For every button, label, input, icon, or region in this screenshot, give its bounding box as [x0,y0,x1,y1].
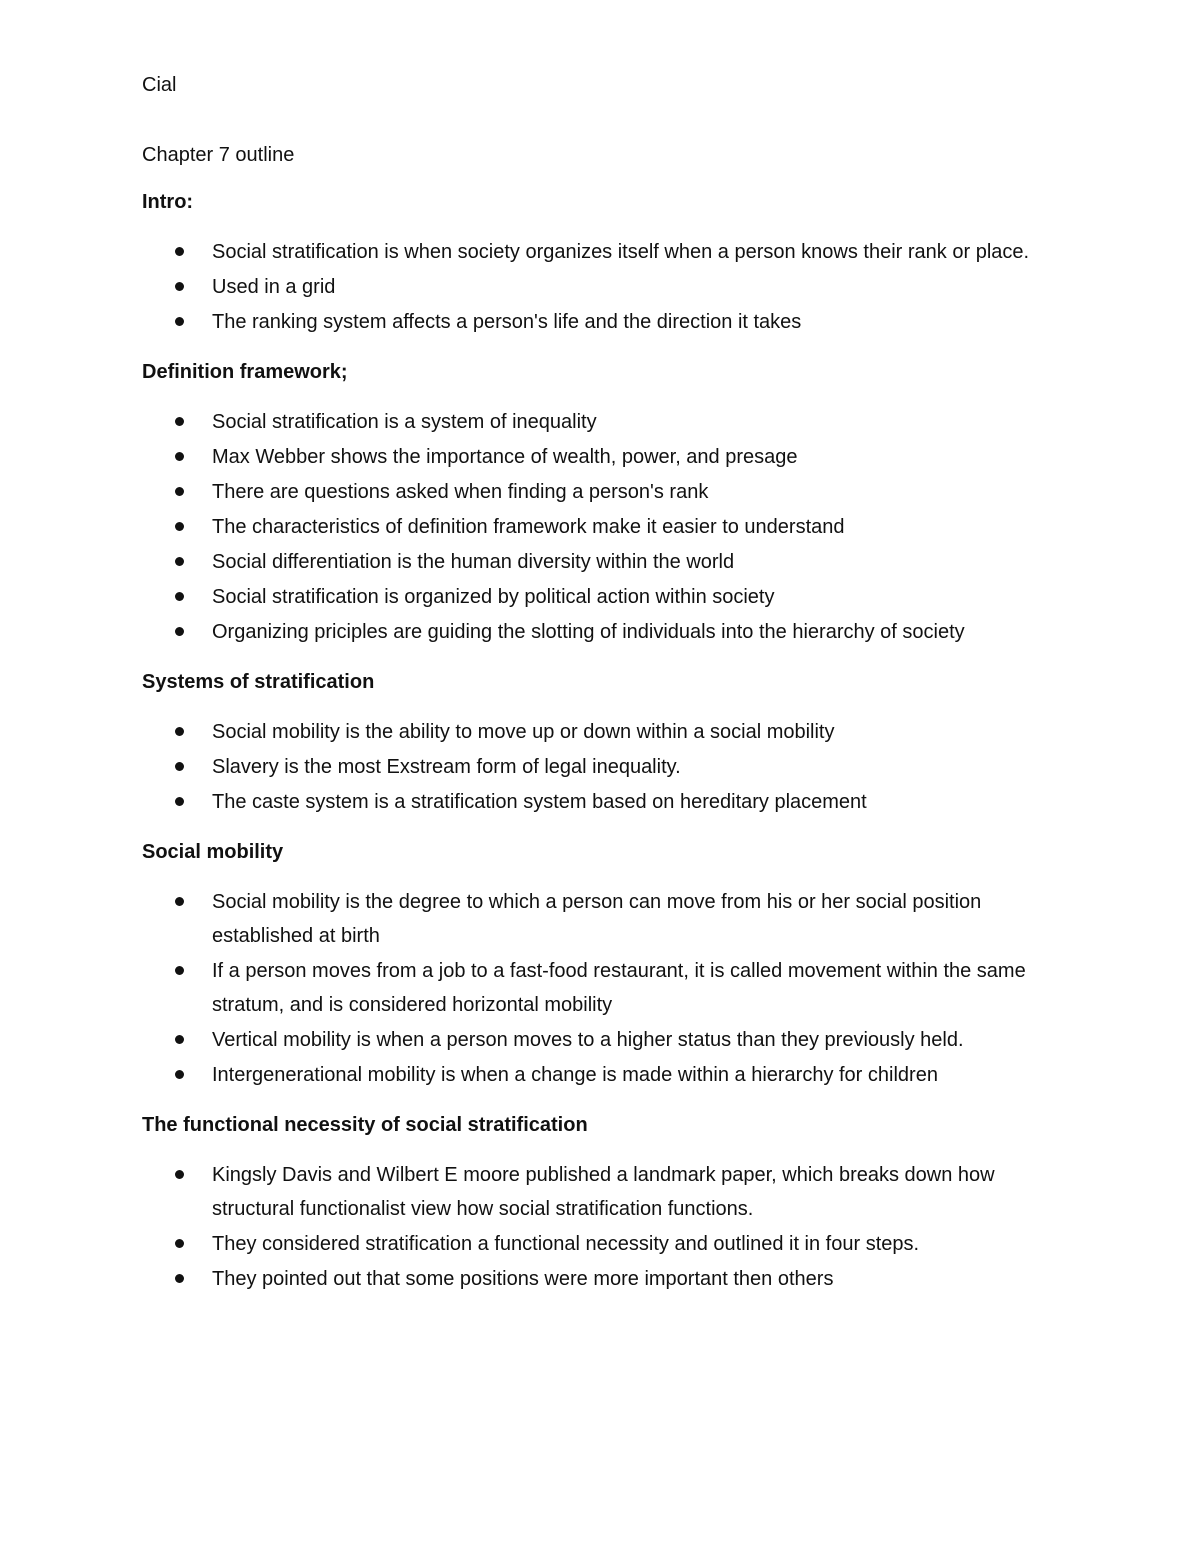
list-item [142,885,1062,953]
bullet-list [142,885,1062,1092]
bullet-icon [175,1274,184,1283]
bullet-list [142,1158,1062,1296]
bullet-icon [175,1070,184,1079]
list-item-text: Social mobility is the ability to move up or down within a social mobility [212,721,835,743]
list-item-text: Social stratification is a system of inequality [212,411,597,433]
list-item [142,475,1062,509]
bullet-icon [175,592,184,601]
list-item-text: Social stratification is organized by political action within society [212,586,775,608]
bullet-list [142,235,1062,339]
list-item [142,1023,1062,1057]
bullet-icon [175,317,184,326]
list-item [142,750,1062,784]
bullet-list [142,405,1062,649]
section-intro [142,185,1062,339]
list-item-text: Used in a grid [212,276,336,298]
list-item-text: Social mobility is the degree to which a person can move from his or her social position established at birth [212,891,982,947]
section-functional-necessity [142,1108,1062,1296]
list-item [142,305,1062,339]
bullet-icon [175,897,184,906]
bullet-icon [175,1239,184,1248]
section-heading: Social mobility [142,841,284,863]
list-item [142,715,1062,749]
list-item-text: Slavery is the most Exstream form of legal inequality. [212,756,681,778]
list-item-text: They considered stratification a functional necessity and outlined it in four steps. [212,1233,920,1255]
list-item [142,440,1062,474]
bullet-icon [175,966,184,975]
list-item [142,580,1062,614]
bullet-icon [175,627,184,636]
bullet-icon [175,727,184,736]
bullet-icon [175,797,184,806]
list-item [142,1158,1062,1226]
section-heading: Intro: [142,191,194,213]
section-heading: Systems of stratification [142,671,375,693]
list-item-text: If a person moves from a job to a fast-food restaurant, it is called movement within the same stratum, and is considered horizontal mobility [212,960,1026,1016]
list-item [142,1227,1062,1261]
list-item-text: They pointed out that some positions were more important then others [212,1268,834,1290]
section-heading: Definition framework; [142,361,348,383]
bullet-icon [175,417,184,426]
bullet-icon [175,487,184,496]
list-item [142,270,1062,304]
list-item-text: Social differentiation is the human diversity within the world [212,551,735,573]
document-page [142,68,1062,1312]
bullet-icon [175,1170,184,1179]
list-item-text: Social stratification is when society organizes itself when a person knows their rank or place. [212,241,1030,263]
bullet-icon [175,452,184,461]
list-item-text: The caste system is a stratification system based on hereditary placement [212,791,867,813]
list-item-text: Organizing priciples are guiding the slotting of individuals into the hierarchy of society [212,621,965,643]
author-name: Cial [142,74,177,96]
section-definition-framework [142,355,1062,649]
list-item-text: The characteristics of definition framework make it easier to understand [212,516,845,538]
list-item-text: Intergenerational mobility is when a change is made within a hierarchy for children [212,1064,938,1086]
section-heading: The functional necessity of social stratification [142,1114,588,1136]
section-social-mobility [142,835,1062,1092]
bullet-icon [175,762,184,771]
list-item-text: There are questions asked when finding a person's rank [212,481,709,503]
bullet-icon [175,1035,184,1044]
list-item-text: The ranking system affects a person's life and the direction it takes [212,311,802,333]
list-item-text: Max Webber shows the importance of wealth, power, and presage [212,446,798,468]
list-item [142,785,1062,819]
list-item [142,405,1062,439]
list-item-text: Vertical mobility is when a person moves to a higher status than they previously held. [212,1029,964,1051]
list-item [142,235,1062,269]
bullet-icon [175,247,184,256]
document-title: Chapter 7 outline [142,144,295,166]
list-item [142,615,1062,649]
bullet-icon [175,282,184,291]
list-item [142,1262,1062,1296]
bullet-icon [175,522,184,531]
list-item [142,1058,1062,1092]
list-item [142,954,1062,1022]
bullet-list [142,715,1062,819]
list-item [142,545,1062,579]
section-systems-of-stratification [142,665,1062,819]
list-item [142,510,1062,544]
list-item-text: Kingsly Davis and Wilbert E moore published a landmark paper, which breaks down how structural functionalist view how social stratification functions. [212,1164,995,1220]
bullet-icon [175,557,184,566]
